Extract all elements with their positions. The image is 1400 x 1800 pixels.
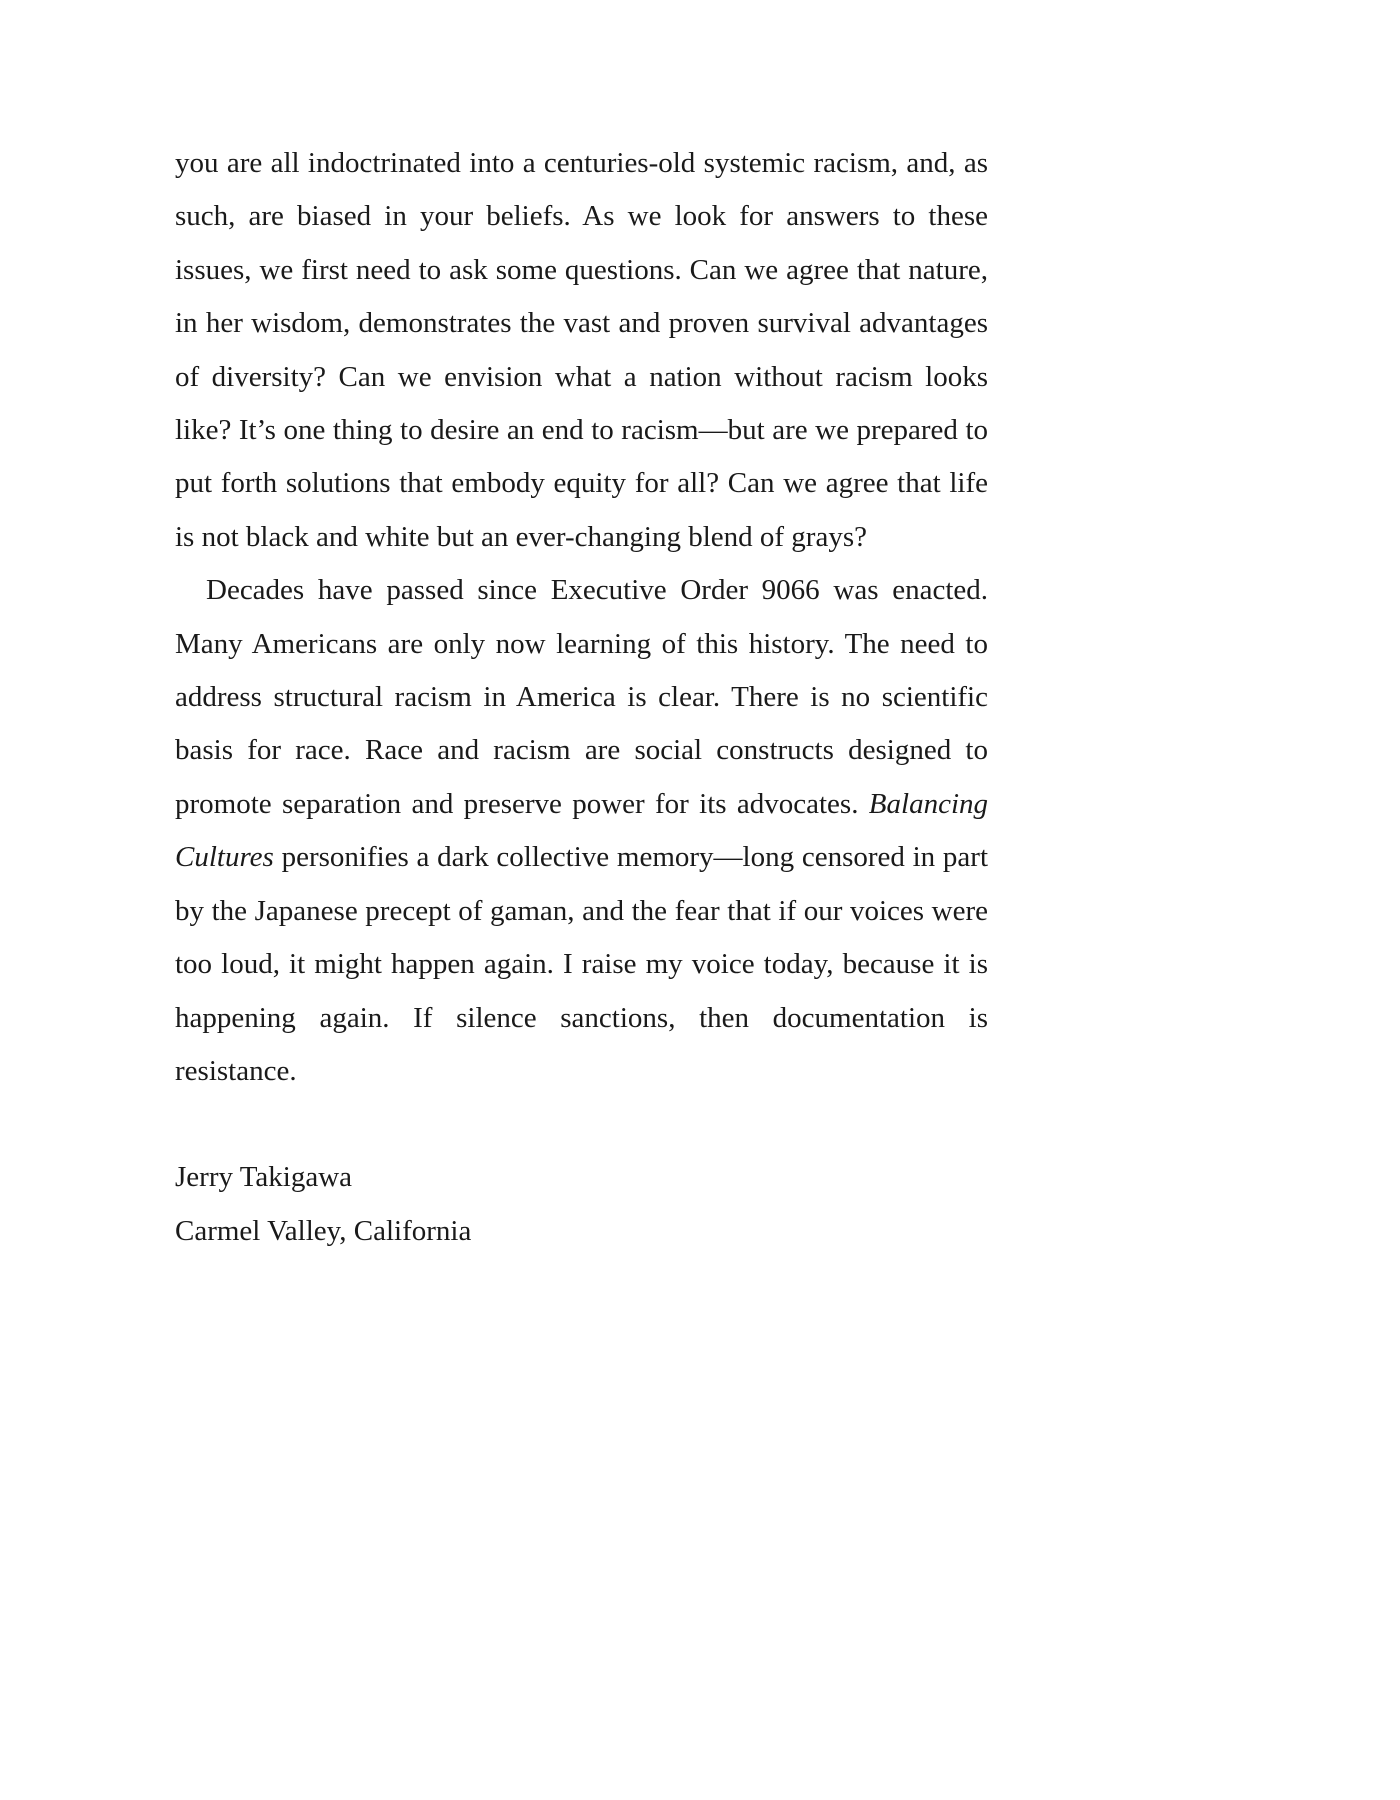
author-location: Carmel Valley, California [175, 1214, 472, 1247]
paragraph-2-part-1: Decades have passed since Executive Order 9066 was enacted. Many Americans are only now learning of this history. The need to address structural racism in America is clear. There is no scientific basis for race. Race and racism are social constructs designed to promote separation and preserve power for its advocates. [175, 574, 988, 820]
book-title: Balancing Cultures [175, 787, 988, 874]
body-paragraph-2 [175, 564, 988, 1098]
paragraph-2-part-2: personifies a dark collective memory—long censored in part by the Japanese precept of gaman, and the fear that if our voices were too loud, it might happen again. I raise my voice today, because it is happening again. If silence sanctions, then documentation is resistance. [175, 841, 989, 1087]
author-name: Jerry Takigawa [175, 1161, 353, 1194]
signature-block [175, 1151, 988, 1258]
body-paragraph-1: you are all indoctrinated into a centuries-old systemic racism, and, as such, are biased in your beliefs. As we look for answers to these issues, we first need to ask some questions. Can we agree that nature, in her wisdom, demonstrates the vast and proven survival advantages of diversity? Can we envision what a nation without racism looks like? It’s one thing to desire an end to racism—but are we prepared to put forth solutions that embody equity for all? Can we agree that life is not black and white but an ever-changing blend of grays? [175, 147, 988, 553]
text-block [175, 137, 988, 1258]
